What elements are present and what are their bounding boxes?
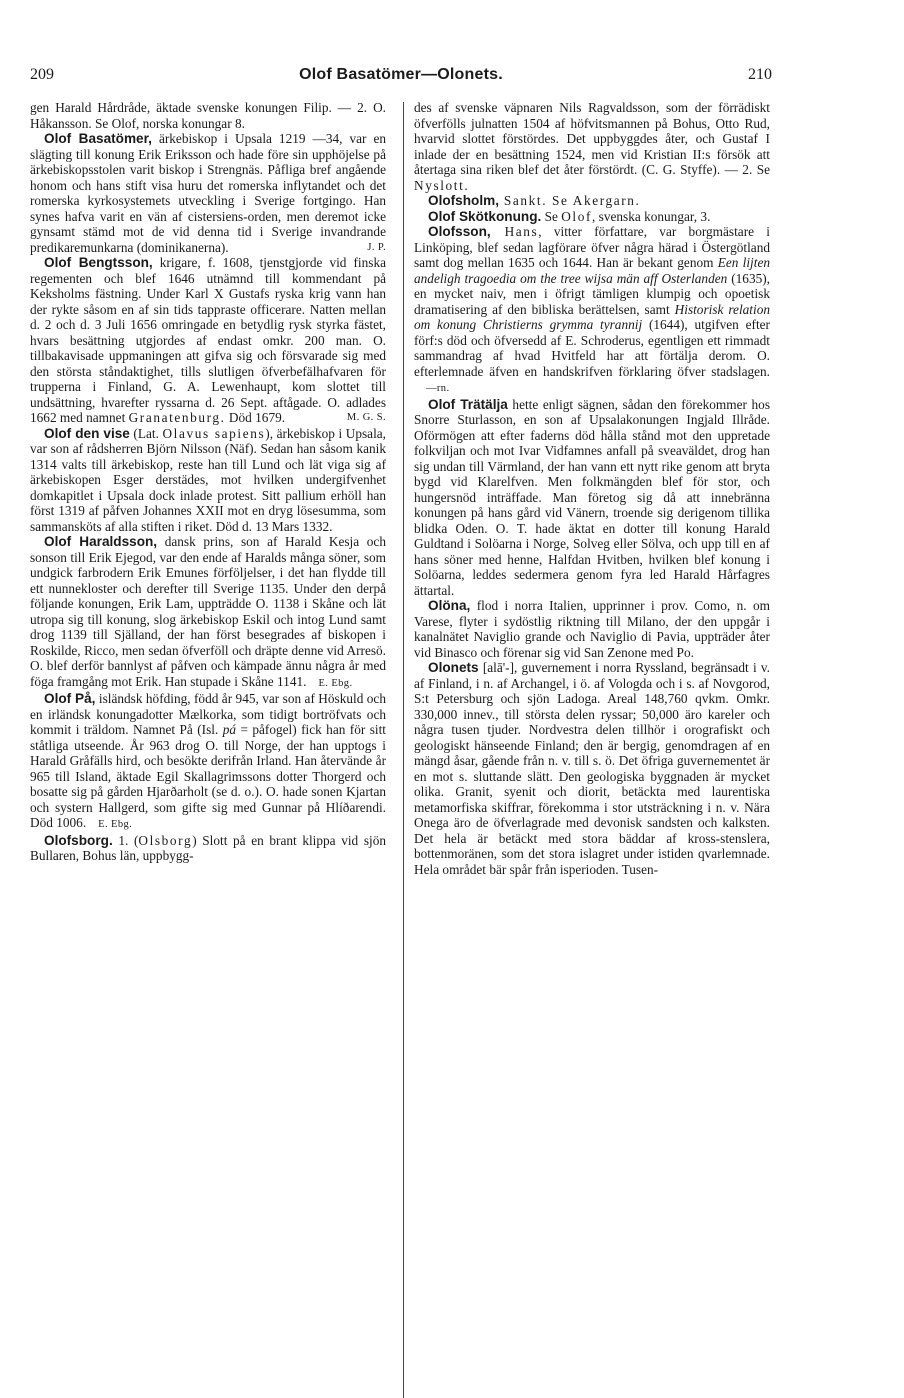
entry-olofsson <box>414 224 770 397</box>
headword: Olofsborg. <box>44 832 113 848</box>
entry-text: 1. ( <box>112 832 139 848</box>
entry-text: hette enligt sägnen, sådan den förekommer hos Snorre Sturlasson, en son af Upsalakonungen Ingjald Illråde. Oförmögen att efter faderns död hålla stånd mot den uppretade folkviljan och mot Ivar Vidfamnes anfall på sveaväldet, drog han sig undan till Värmland, der han vann ett nytt rike genom att bryta bygd vid Klarelfven. Men folkmängden blef för stor, och hungersnöd inträffade. Man företog sig då att innebränna konungen på hans gård vid Vänern, troende sig derigenom tillika blidka Oden. O. T. hade äktat en dotter till konung Harald Guldtand i Solöarna i Norge, Solveg eller Sölva, och upp till en af hans söner med henne, Halfdan Hvitben, hvilken blef konung i Solöarna, leddes sedermera genom fyra led Harald Hårfagres ättartal. <box>414 396 770 598</box>
entry-olof-tratalja <box>414 397 770 599</box>
spaced-name: Olsborg <box>138 832 193 848</box>
entry-continuation <box>414 100 770 193</box>
entry-text: flod i norra Italien, upprinner i prov. Como, n. om Varese, flyter i sydöstlig riktning till Milano, der den uppgår i kanalnätet Naviglio grande och Naviglio di Pavia, uppträder åter vid Binasco och förenar sig vid San Zenone med Po. <box>414 598 770 660</box>
running-title: Olof Basatömer—Olonets. <box>299 66 503 83</box>
column-rule <box>403 102 404 1398</box>
right-column <box>414 100 770 877</box>
spaced-name: Granatenburg. <box>128 410 226 425</box>
headword: Olonets <box>428 660 479 675</box>
work-title: Historisk relation om konung Christierns grymma tyrannij <box>414 301 770 332</box>
entry-text: krigare, f. 1608, tjenstgjorde vid finska regementen och blef 1646 utnämnd till kommendant på Keksholms fästning. Under Karl X Gustafs ryska krig vann han der rykte såsom en af sin tids tappraste officerare. Natten mellan d. 2 och d. 3 Juli 1656 omringade en betydlig rysk styrka fästet, hvars besättning utgjordes af endast omkr. 200 man. O. tillbakavisade uppmaningen att gifva sig och försvarade sig med den största ståndaktighet, tills slutligen öfverbefälhafvaren för trupperna i Finland, G. A. Lewenhaupt, kom slottet till undsättning, hvarefter ryssarna d. 26 Sept. aftågade. O. adlades 1662 med namnet <box>30 255 386 425</box>
entry-text: ) Slott på en brant klippa vid sjön Bullaren, Bohus län, uppbygg- <box>30 832 386 863</box>
signature: J. P. <box>367 241 386 253</box>
headword: Olof Skötkonung. <box>428 208 542 224</box>
italic-word: pá <box>222 722 237 737</box>
entry-text: ), ärkebiskop i Upsala, var son af rådsherren Björn Nilsson (Näf). Sedan han såsom kanik 1314 valts till ärkebiskop, reste han till Lund och lät viga sig af ärkebiskopen Esger derstädes, mot hvilken undergifvenhet domkapitlet i Upsala dock inlade protest. Sitt pallium erhöll han först 1319 af påfven Johannes XXII mot en dryg lösesumma, som sammansköts af alla stiften i riket. Död d. 13 Mars 1332. <box>30 425 387 534</box>
entry-continuation: gen Harald Hårdråde, äktade svenske konungen Filip. — 2. O. Håkansson. Se Olof, norska konungar 8. <box>30 100 386 131</box>
entry-olonets <box>414 660 770 877</box>
cross-reference: Akergarn. <box>572 193 641 208</box>
headword: Olof Basatömer, <box>44 131 152 146</box>
page-header <box>30 66 772 88</box>
entry-text: isländsk höfding, född år 945, var son af Höskuld och en irländsk konungadotter Mælkorka, som tidigt bortröfvats och kommit i träldom. Namnet På (Isl. <box>30 691 386 737</box>
work-title: Een lijten andeligh tragoedia om the tree wijsa män aff Osterlanden <box>414 255 771 286</box>
entry-text: ärkebiskop i Upsala 1219 —34, var en slägting till konung Erik Eriksson och hade före sin upphöjelse på ärkebiskopsstolen varit biskop i Strengnäs. Påfliga bref angående honom och hans stift visa huru det romerska inflytandet och det romerska kyrkosystemets utveckling i Sverige fortgingo. Han synes hafva varit en vän af cistersiens-orden, men deremot icke gynsamt stämd mot de vid denna tid i Sverige invandrande predikaremunkarna (dominikanerna). <box>30 131 386 255</box>
signature: —rn. <box>426 383 450 394</box>
signature: M. G. S. <box>346 412 386 423</box>
page-number-left: 209 <box>30 66 54 83</box>
entry-text: Se <box>541 208 562 224</box>
entry-olof-den-vise <box>30 426 386 535</box>
headword: Olof Bengtsson, <box>44 255 153 270</box>
cross-reference: Nyslott. <box>414 177 470 193</box>
headword: Olof På, <box>44 691 96 706</box>
left-column <box>30 100 386 864</box>
entry-olona <box>414 598 770 660</box>
headword: Olof Haraldsson, <box>44 534 158 549</box>
entry-text: (Lat. <box>129 425 163 441</box>
spaced-name: Hans <box>490 224 539 239</box>
entry-text: des af svenske väpnaren Nils Ragvaldsson, som der förrädiskt öfverfölls julnatten 1504 af höfvitsmannen på Bohus, Otto Rud, hvarvid slottet förstördes. Det uppbyggdes åter, och Gustaf I inlade der en besättning 1524, men vid Kristian II:s försök att återtaga sina riken blef det åter förstördt. (C. G. Styffe). — 2. Se <box>414 100 770 177</box>
headword: Olöna, <box>428 598 471 613</box>
entry-text: dansk prins, son af Harald Kesja och sonson till Erik Ejegod, var den ende af Haralds många söner, som undgick farbrodern Erik Emunes förföljelser, i det han flydde till ett nunnekloster och derefter till Sverige 1135. Under den derpå följande konungen, Erik Lam, uppträdde O. 1138 i Skåne och lät utropa sig till konung, slog ärkebiskop Eskil och intog Lund samt drog 1139 till Själland, der han först besegrades af biskopen i Roskilde, Ricco, men sedan öfverföll och dräpte denne vid Arresö. O. blef derför bannlyst af påfven och kämpade ännu några år med föga framgång mot Erik. Han stupade i Skåne 1141. <box>30 534 386 689</box>
entry-text: Död 1679. <box>225 410 286 425</box>
entry-text: , svenska konungar, 3. <box>592 208 711 224</box>
headword: Olofsson, <box>428 224 491 239</box>
headword: Olofsholm, <box>428 193 499 208</box>
entry-text: Sankt. Se <box>499 193 573 208</box>
entry-olof-pa <box>30 691 386 833</box>
entry-text: = påfogel) fick han för sitt ståtliga utseende. År 963 drog O. till Norge, der han upptogs i Harald Gråfälls hird, och besökte derifrån Irland. Han återvände år 965 till Island, äktade Egil Skallagrimssons dotter Thorgerd och bosatte sig på gården Hjarðarholt (se d. o.). O. hade sonen Kjartan och systern Hallgerd, som gifte sig med Gunnar på Hlíðarendi. Död 1006. <box>30 722 386 830</box>
entry-text: , vitter författare, var borgmästare i Linköping, blef sedan lagförare öfver några härad i Östergötland samt dog mellan 1635 och 1644. Han är bekant genom <box>414 224 770 270</box>
headword: Olof den vise <box>44 425 130 441</box>
signature: E. Ebg. <box>318 677 353 689</box>
entry-olof-skotkonung <box>414 209 770 225</box>
entry-olofsholm <box>414 193 770 209</box>
entry-text: (1635), en mycket naiv, men i öfrigt tämligen klumpig och opoetisk dramatisering af den bibliska berättelsen, samt <box>414 270 770 317</box>
page-number-right: 210 <box>748 66 772 83</box>
entry-olof-haraldsson <box>30 534 386 691</box>
entry-text: (1644), utgifven efter förf:s död och öfversedd af E. Schroderus, egentligen ett rimmadt sammandrag af hvad Hvitfeld har att förtälja derom. O. efterlemnade äfven en handskrifven förklaring öfver stadslagen. <box>414 317 770 379</box>
signature: E. Ebg. <box>98 819 133 830</box>
entry-olofsborg <box>30 833 386 864</box>
entry-olof-bengtsson <box>30 255 386 426</box>
spaced-latin: Olavus sapiens <box>162 425 266 441</box>
entry-olof-basatomer <box>30 131 386 255</box>
headword: Olof Trätälja <box>428 396 508 412</box>
entry-text: [alā'-], guvernement i norra Ryssland, begränsadt i v. af Finland, i n. af Archangel, i ö. af Vologda och i s. af Novgorod, S:t Petersburg och sjön Ladoga. Areal 148,760 qvkm. Omkr. 330,000 innev., till största delen ryssar; 50,000 äro kareler och några tusen tjuder. Nordvestra delen tillhör i orografiskt och geologiskt hänseende Finland; den är bergig, genomdragen af en mängd åsar, gående från n. v. till s. ö. Det öfriga guvernementet är en mot s. sluttande slätt. Den geologiska byggnaden är mycket olika. Granit, syenit och diorit, betäckta med laurentiska metamorfiska skiffrar, förekomma i stor utsträckning i n. v. Nära Onega äro de öfverlagrade med devonisk sandsten och kalksten. Det hela är betäckt med stora bäddar af kross-stenslera, bottenmoränen, som det stora islagret under istiden qvarlemnade. Hela området bär spår från isperioden. Tusen- <box>414 660 770 877</box>
cross-reference: Olof <box>561 208 593 224</box>
